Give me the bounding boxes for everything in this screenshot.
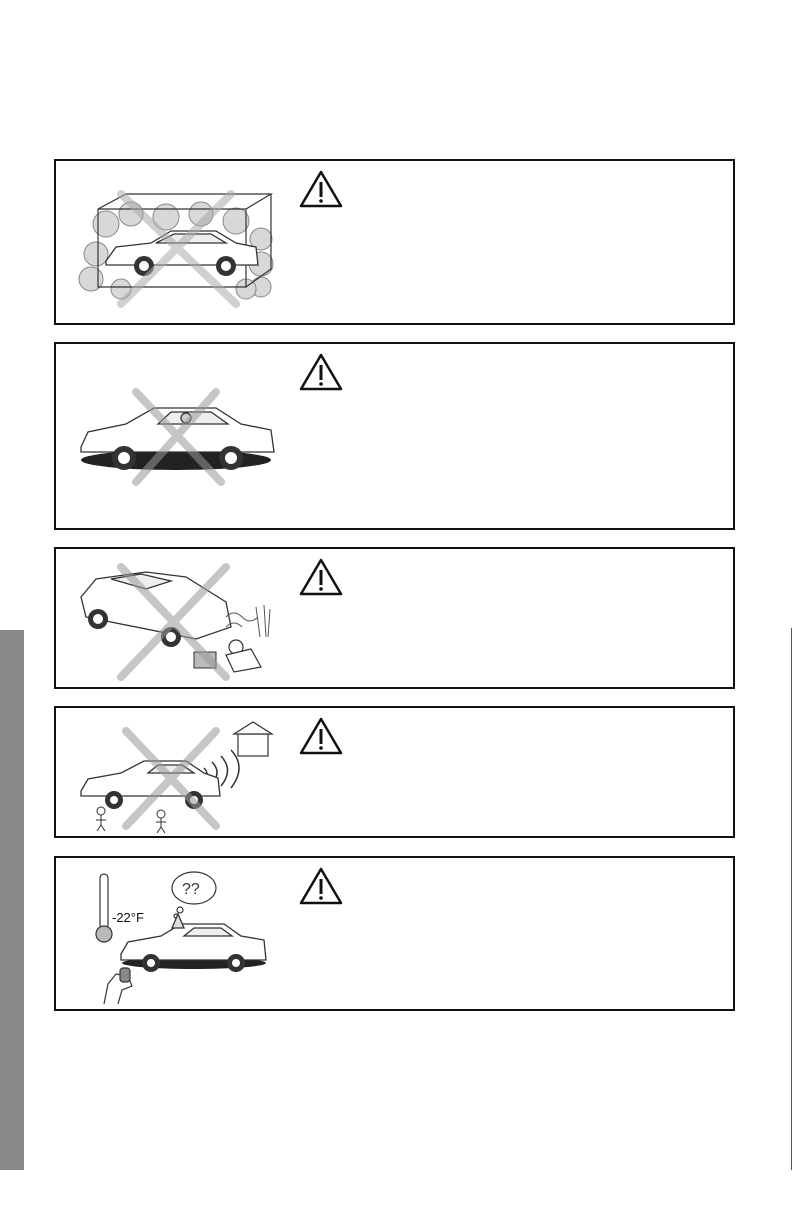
warning-triangle-icon [298,169,344,209]
warning-panel-garage [54,159,735,325]
warning-triangle-icon [298,716,344,756]
car-exhaust-near-people-illustration [76,557,276,685]
warning-panel-occupant [54,342,735,530]
warning-panel-exhaust-people [54,547,735,689]
car-remote-start-from-house-illustration [76,716,276,836]
svg-text:??: ?? [182,881,200,898]
section-side-tab [0,630,24,1170]
warning-panel-cold-weather [54,856,735,1011]
car-with-occupant-illustration [76,352,276,502]
thermometer-label: -22°F [112,910,144,925]
cold-weather-keyfob-illustration [76,866,276,1006]
page-edge-line [791,628,792,1170]
warning-triangle-icon [298,557,344,597]
car-in-enclosed-space-illustration [76,169,276,314]
warning-triangle-icon [298,352,344,392]
warning-triangle-icon [298,866,344,906]
warning-panel-remote-start [54,706,735,838]
